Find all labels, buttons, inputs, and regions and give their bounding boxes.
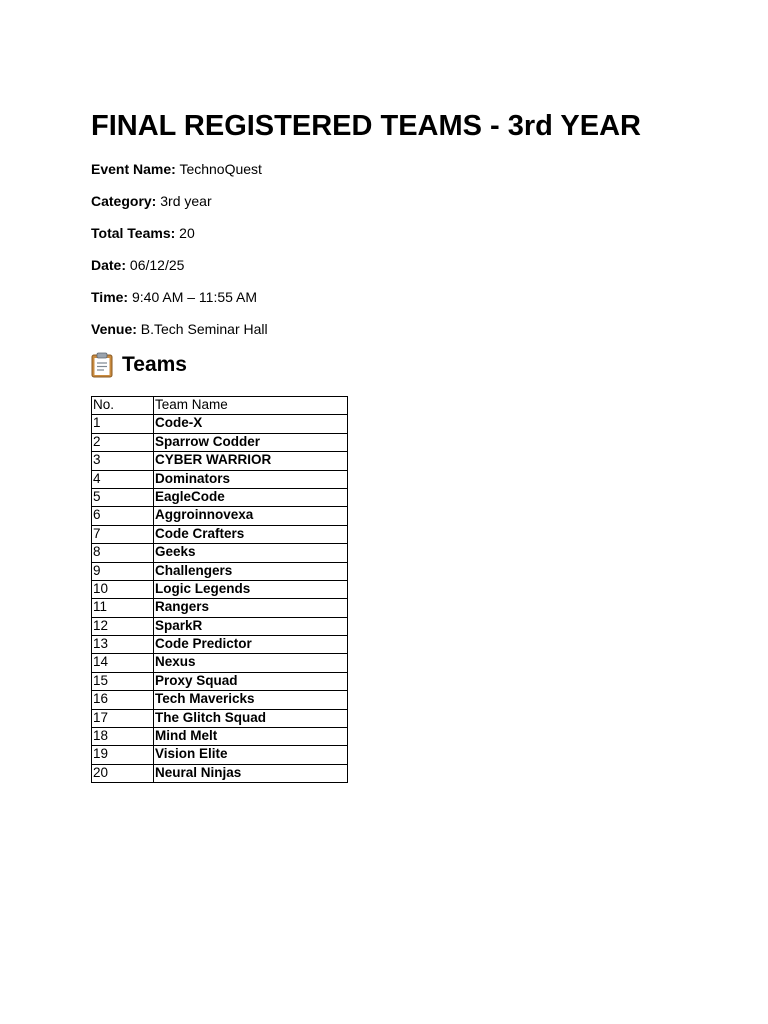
table-row	[92, 746, 348, 764]
detail-value: 3rd year	[160, 193, 212, 209]
team-number: 1	[92, 415, 154, 433]
table-row	[92, 580, 348, 598]
team-name: SparkR	[154, 617, 348, 635]
detail-label: Date:	[91, 257, 127, 273]
table-row	[92, 672, 348, 690]
table-row	[92, 415, 348, 433]
team-name: Proxy Squad	[154, 672, 348, 690]
team-number: 12	[92, 617, 154, 635]
table-row	[92, 764, 348, 782]
table-row	[92, 709, 348, 727]
team-name: Nexus	[154, 654, 348, 672]
team-name: Dominators	[154, 470, 348, 488]
detail-category	[91, 193, 212, 209]
table-row	[92, 507, 348, 525]
detail-label: Event Name:	[91, 161, 176, 177]
detail-label: Venue:	[91, 321, 137, 337]
team-number: 13	[92, 636, 154, 654]
table-header-row	[92, 397, 348, 415]
team-number: 6	[92, 507, 154, 525]
team-name: EagleCode	[154, 488, 348, 506]
table-row	[92, 617, 348, 635]
team-number: 18	[92, 728, 154, 746]
team-number: 14	[92, 654, 154, 672]
detail-date	[91, 257, 184, 273]
table-row	[92, 433, 348, 451]
team-number: 20	[92, 764, 154, 782]
team-number: 7	[92, 525, 154, 543]
team-name: Code-X	[154, 415, 348, 433]
team-name: Tech Mavericks	[154, 691, 348, 709]
team-number: 5	[92, 488, 154, 506]
team-number: 19	[92, 746, 154, 764]
table-row	[92, 599, 348, 617]
detail-label: Total Teams:	[91, 225, 176, 241]
detail-label: Time:	[91, 289, 129, 305]
team-name: Challengers	[154, 562, 348, 580]
table-row	[92, 562, 348, 580]
team-number: 17	[92, 709, 154, 727]
team-name: Geeks	[154, 544, 348, 562]
team-number: 2	[92, 433, 154, 451]
table-row	[92, 452, 348, 470]
detail-value: 06/12/25	[129, 257, 185, 273]
table-row	[92, 470, 348, 488]
team-number: 4	[92, 470, 154, 488]
table-row	[92, 691, 348, 709]
column-header-team-name: Team Name	[154, 397, 348, 415]
team-name: CYBER WARRIOR	[154, 452, 348, 470]
table-row	[92, 488, 348, 506]
section-title: Teams	[122, 353, 187, 376]
column-header-no: No.	[92, 397, 154, 415]
teams-table	[91, 396, 348, 783]
page-title: FINAL REGISTERED TEAMS - 3rd YEAR	[91, 110, 641, 142]
detail-value: 20	[179, 225, 195, 241]
detail-venue	[91, 321, 268, 337]
table-row	[92, 544, 348, 562]
team-name: Mind Melt	[154, 728, 348, 746]
team-number: 10	[92, 580, 154, 598]
detail-value: B.Tech Seminar Hall	[140, 321, 268, 337]
team-name: Logic Legends	[154, 580, 348, 598]
table-row	[92, 525, 348, 543]
team-name: Code Crafters	[154, 525, 348, 543]
detail-value: TechnoQuest	[179, 161, 262, 177]
team-name: Code Predictor	[154, 636, 348, 654]
team-name: Sparrow Codder	[154, 433, 348, 451]
detail-time	[91, 289, 257, 305]
team-name: Vision Elite	[154, 746, 348, 764]
team-number: 15	[92, 672, 154, 690]
team-name: Rangers	[154, 599, 348, 617]
detail-event-name	[91, 161, 262, 177]
team-number: 8	[92, 544, 154, 562]
section-heading	[91, 352, 187, 378]
clipboard-icon	[91, 352, 113, 378]
table-row	[92, 636, 348, 654]
team-number: 3	[92, 452, 154, 470]
team-name: Aggroinnovexa	[154, 507, 348, 525]
detail-total-teams	[91, 225, 195, 241]
detail-value: 9:40 AM – 11:55 AM	[131, 289, 258, 305]
table-row	[92, 654, 348, 672]
team-name: The Glitch Squad	[154, 709, 348, 727]
team-number: 11	[92, 599, 154, 617]
team-number: 9	[92, 562, 154, 580]
table-row	[92, 728, 348, 746]
team-name: Neural Ninjas	[154, 764, 348, 782]
team-number: 16	[92, 691, 154, 709]
detail-label: Category:	[91, 193, 157, 209]
